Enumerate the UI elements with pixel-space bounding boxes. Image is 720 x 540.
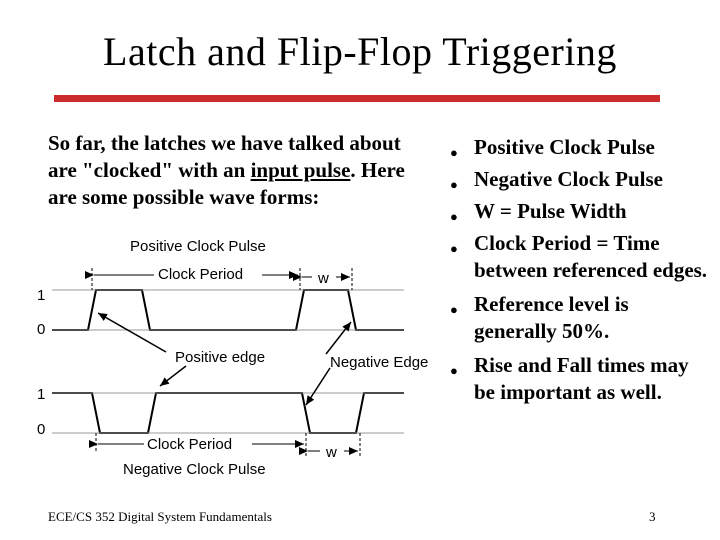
negative-edge-arrow xyxy=(326,322,351,354)
bullet-dot-icon: ● xyxy=(450,209,458,224)
bullet-text: Clock Period = Time between referenced edges. xyxy=(474,231,708,282)
bullet-dot-icon: ● xyxy=(450,302,458,317)
logic-zero-label: 0 xyxy=(37,321,46,338)
page-number: 3 xyxy=(649,509,656,524)
logic-one-label: 1 xyxy=(37,386,46,403)
clock-period-label: Clock Period xyxy=(147,436,233,453)
positive-edge-arrow xyxy=(160,366,186,386)
clock-period-label: Clock Period xyxy=(158,266,244,283)
bullet-dot-icon: ● xyxy=(450,177,458,192)
negative-edge-label: Negative Edge xyxy=(330,354,429,371)
negative-edge-arrow xyxy=(306,368,330,405)
positive-clock-waveform xyxy=(52,290,404,330)
bullet-text: Rise and Fall times may be important as well. xyxy=(474,353,689,404)
bullet-dot-icon: ● xyxy=(450,241,458,256)
logic-zero-label: 0 xyxy=(37,421,46,438)
bullet-text: Negative Clock Pulse xyxy=(474,167,663,191)
pulse-width-label: w xyxy=(318,270,329,287)
pulse-width-label: w xyxy=(326,444,337,461)
intro-part1: So far, the latches we have talked about are "clocked" with an xyxy=(48,131,401,182)
negative-clock-waveform xyxy=(52,393,404,433)
bullet-text: W = Pulse Width xyxy=(474,199,627,223)
intro-underlined: input pulse xyxy=(250,158,351,182)
bullet-dot-icon: ● xyxy=(450,363,458,378)
positive-clock-title: Positive Clock Pulse xyxy=(130,238,266,255)
positive-edge-arrow xyxy=(98,313,166,352)
bullet-text: Reference level is generally 50%. xyxy=(474,292,629,343)
positive-edge-label: Positive edge xyxy=(175,349,266,366)
slide-title: Latch and Flip-Flop Triggering xyxy=(103,29,617,74)
negative-clock-title: Negative Clock Pulse xyxy=(123,461,266,478)
bullet-dot-icon: ● xyxy=(450,145,458,160)
logic-one-label: 1 xyxy=(37,287,46,304)
bullet-text: Positive Clock Pulse xyxy=(474,135,655,159)
footer-course: ECE/CS 352 Digital System Fundamentals xyxy=(48,509,272,524)
intro-part2: . Here are some possible wave forms: xyxy=(48,158,405,209)
